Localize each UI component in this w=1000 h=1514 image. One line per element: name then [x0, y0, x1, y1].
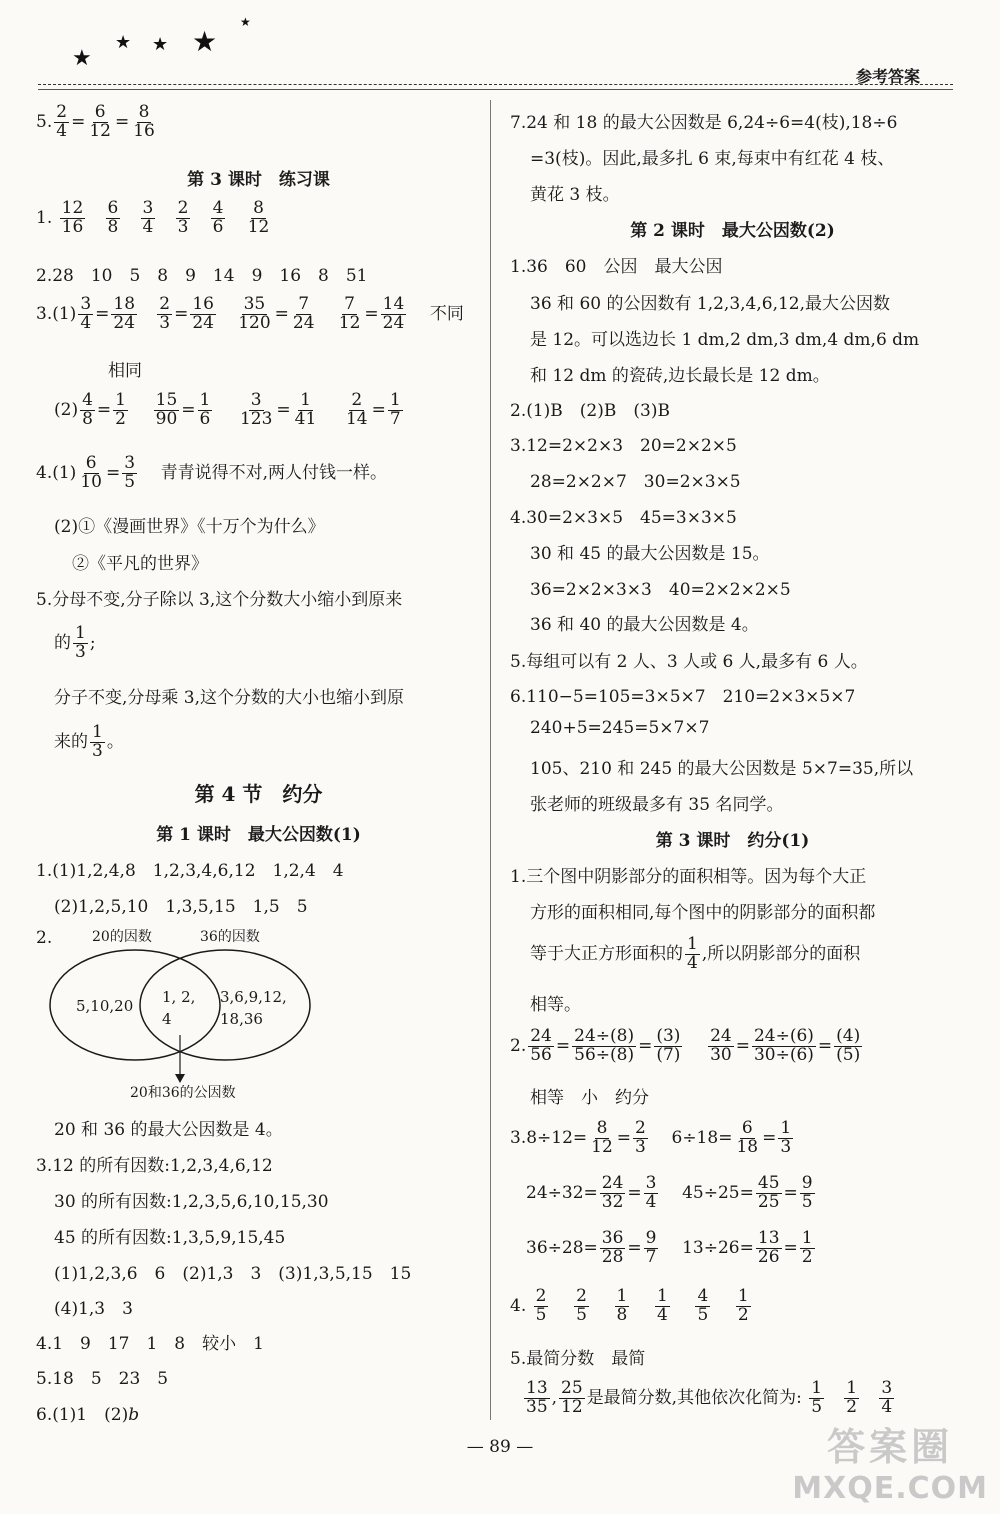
right-l2-1c: 是 12。可以选边长 1 dm,2 dm,3 dm,4 dm,6 dm [530, 330, 920, 350]
left-p3: 3.(1) $\frac{3}{4}$ = $\frac{18}{24}$ $\frac{2}{3}$ = $\frac{16}{24}$ $\frac{35}{120}$ = $\frac{7}{24}$ $\frac{7}{12}$ = $\frac{14}{24}$ 不同 [36, 294, 464, 333]
watermark-line1: 答案圈 [827, 1425, 954, 1469]
left-p5b: 的 $\frac{1}{3}$ ; [54, 623, 96, 662]
fraction: $\frac{16}{24}$ [192, 294, 214, 333]
right-l2-4a: 4.30=2×3×5 45=3×3×5 [510, 508, 737, 528]
star-icon: ★ [152, 34, 169, 55]
right-l3-1b: 方形的面积相同,每个图中的阴影部分的面积都 [530, 903, 876, 923]
left-p5d: 来的 $\frac{1}{3}$ 。 [54, 722, 124, 761]
fraction: $\frac{8}{12}$ [247, 198, 270, 237]
fraction: $\frac{1}{41}$ [294, 390, 317, 429]
right-l2-5: 5.每组可以有 2 人、3 人或 6 人,最多有 6 人。 [510, 652, 868, 672]
right-l3-2: 2. $\frac{24}{56}$ = $\frac{24\div(8)}{56\div(8)}$ = $\frac{(3)}{(7)}$ $\frac{24}{30}$ = $\frac{24\div(6)}{30\div(6)}$ = $\frac{(4)}{(5)}$ [510, 1026, 861, 1065]
fraction: $\frac{2}{3}$ [635, 1118, 646, 1157]
venn-arrow-label: 20和36的公因数 [130, 1085, 236, 1101]
fraction: $\frac{7}{12}$ [338, 294, 361, 333]
fraction: $\frac{9}{7}$ [645, 1228, 657, 1267]
left-p4b: (2)①《漫画世界》《十万个为什么》 [54, 517, 325, 537]
venn-right-1: 3,6,9,12, [220, 988, 287, 1006]
right-l3-2b: 相等 小 约分 [530, 1088, 649, 1108]
left-l1-3e: (4)1,3 3 [54, 1299, 133, 1319]
header-divider [38, 84, 953, 85]
fraction: $\frac{2}{14}$ [345, 390, 368, 429]
left-q5-top: 5. $\frac{2}{4}$ = $\frac{6}{12}$ = $\frac{8}{16}$ [36, 102, 155, 141]
column-divider [490, 100, 491, 1420]
fraction: $\frac{2}{3}$ [177, 198, 189, 237]
fraction: $\frac{2}{5}$ [535, 1286, 547, 1325]
fraction: $\frac{1}{2}$ [846, 1378, 858, 1417]
lesson-title: 第 3 课时 练习课 [187, 170, 330, 190]
fraction: $\frac{8}{16}$ [133, 102, 155, 141]
fraction: $\frac{1}{5}$ [811, 1378, 823, 1417]
right-l2-1b: 36 和 60 的公因数有 1,2,3,4,6,12,最大公因数 [530, 294, 891, 314]
right-l3-3-row2: 24÷32= $\frac{24}{32}$ = $\frac{3}{4}$ 45÷25= $\frac{45}{25}$ = $\frac{9}{5}$ [526, 1173, 813, 1212]
right-l2-6d: 张老师的班级最多有 35 名同学。 [530, 795, 784, 815]
fraction: $\frac{4}{5}$ [697, 1286, 709, 1325]
fraction: $\frac{9}{5}$ [801, 1173, 813, 1212]
right-l2-6b: 240+5=245=5×7×7 [530, 718, 710, 738]
right-l3-3-row1: 3.8÷12= $\frac{8}{12}$ = $\frac{2}{3}$ 6÷18= $\frac{6}{18}$ = $\frac{1}{3}$ [510, 1118, 792, 1157]
fraction: $\frac{1}{6}$ [199, 390, 211, 429]
fraction: $\frac{3}{5}$ [124, 453, 136, 492]
star-icon: ★ [192, 25, 218, 58]
fraction: $\frac{25}{12}$ [561, 1378, 583, 1417]
fraction: $\frac{3}{4}$ [645, 1173, 657, 1212]
left-p5c: 分子不变,分母乘 3,这个分数的大小也缩小到原 [54, 688, 405, 708]
left-l1-2-ans: 20 和 36 的最大公因数是 4。 [54, 1120, 283, 1140]
left-l1-1: 1.(1)1,2,4,8 1,2,3,4,6,12 1,2,4 4 [36, 861, 344, 881]
right-l2-6c: 105、210 和 245 的最大公因数是 5×7=35,所以 [530, 759, 914, 779]
fraction: $\frac{24}{56}$ [530, 1026, 552, 1065]
fraction: $\frac{6}{8}$ [107, 198, 119, 237]
fraction: $\frac{6}{12}$ [89, 102, 111, 141]
fraction: $\frac{45}{25}$ [757, 1173, 780, 1212]
right-l3-1d: 相等。 [530, 995, 581, 1015]
left-p4c: ②《平凡的世界》 [72, 554, 208, 574]
star-icon: ★ [72, 46, 92, 71]
left-p5a: 5.分母不变,分子除以 3,这个分数大小缩小到原来 [36, 590, 403, 610]
watermark [792, 1416, 988, 1506]
right-l3-5: 5.最简分数 最简 [510, 1349, 646, 1369]
page-number: — 89 — [466, 1437, 534, 1457]
left-l1-3b: 30 的所有因数:1,2,3,5,6,10,15,30 [54, 1192, 329, 1212]
left-l1-5: 5.18 5 23 5 [36, 1369, 169, 1389]
fraction: $\frac{1}{7}$ [389, 390, 401, 429]
left-l1-6: 6.(1)1 (2)b [36, 1405, 140, 1425]
fraction: $\frac{18}{24}$ [113, 294, 136, 333]
lesson-title: 第 1 课时 最大公因数(1) [156, 825, 361, 845]
fraction: $\frac{24}{30}$ [710, 1026, 732, 1065]
lesson-title: 第 3 课时 约分(1) [655, 831, 810, 851]
right-l2-4d: 36 和 40 的最大公因数是 4。 [530, 615, 759, 635]
right-l2-2: 2.(1)B (2)B (3)B [510, 401, 670, 421]
right-l2-6a: 6.110−5=105=3×5×7 210=2×3×5×7 [510, 687, 856, 707]
fraction: $\frac{1}{2}$ [737, 1286, 749, 1325]
section-title: 第 4 节 约分 [194, 782, 323, 806]
fraction: $\frac{8}{12}$ [591, 1118, 613, 1157]
fraction: $\frac{(3)}{(7)}$ [656, 1026, 681, 1065]
star-icon: ★ [115, 32, 132, 53]
fraction: $\frac{36}{28}$ [601, 1228, 624, 1267]
fraction: $\frac{3}{4}$ [80, 294, 92, 333]
left-l1-3d: (1)1,2,3,6 6 (2)1,3 3 (3)1,3,5,15 15 [54, 1264, 412, 1284]
venn-left-only: 5,10,20 [76, 997, 134, 1015]
fraction: $\frac{(4)}{(5)}$ [836, 1026, 861, 1065]
venn-right-title: 36的因数 [200, 929, 260, 945]
fraction: $\frac{6}{18}$ [736, 1118, 759, 1157]
left-p3b: (2) $\frac{4}{8}$ = $\frac{1}{2}$ $\frac{15}{90}$ = $\frac{1}{6}$ $\frac{3}{123}$ = $\frac{1}{41}$ $\frac{2}{14}$ = $\frac{1}{7}$ [54, 390, 401, 429]
watermark-line2: MXQE.COM [792, 1471, 988, 1506]
right-l3-4: 4. $\frac{2}{5}$ $\frac{2}{5}$ $\frac{1}{8}$ $\frac{1}{4}$ $\frac{4}{5}$ $\frac{1}{2}$ [510, 1286, 749, 1325]
left-l1-1b: (2)1,2,5,10 1,3,5,15 1,5 5 [54, 897, 308, 917]
left-p1: 1. $\frac{12}{16}$ $\frac{6}{8}$ $\frac{3}{4}$ $\frac{2}{3}$ $\frac{4}{6}$ $\frac{8}{12}$ [36, 198, 270, 237]
fraction: $\frac{2}{3}$ [159, 294, 171, 333]
right-l2-3b: 28=2×2×7 30=2×3×5 [530, 472, 741, 492]
fraction: $\frac{1}{2}$ [801, 1228, 813, 1267]
fraction: $\frac{3}{4}$ [142, 198, 154, 237]
fraction: $\frac{14}{24}$ [382, 294, 405, 333]
right-l3-1a: 1.三个图中阴影部分的面积相等。因为每个大正 [510, 867, 867, 887]
fraction: $\frac{24\div(6)}{30\div(6)}$ [753, 1026, 814, 1065]
fraction: $\frac{1}{3}$ [92, 722, 103, 761]
venn-left-title: 20的因数 [92, 929, 152, 945]
fraction: $\frac{13}{35}$ [526, 1378, 548, 1417]
fraction: $\frac{15}{90}$ [155, 390, 178, 429]
fraction: $\frac{4}{8}$ [82, 390, 93, 429]
fraction: $\frac{2}{5}$ [576, 1286, 587, 1325]
right-q7c: 黄花 3 枝。 [530, 185, 620, 205]
left-l1-3a: 3.12 的所有因数:1,2,3,4,6,12 [36, 1156, 273, 1176]
right-l2-3a: 3.12=2×2×3 20=2×2×5 [510, 436, 737, 456]
star-icon: ★ [240, 15, 251, 29]
header-title: 参考答案 [856, 67, 921, 86]
right-q7b: =3(枝)。因此,最多扎 6 束,每束中有红花 4 枝、 [530, 149, 895, 169]
left-l1-3c: 45 的所有因数:1,3,5,9,15,45 [54, 1228, 286, 1248]
right-l2-1: 1.36 60 公因 最大公因 [510, 257, 723, 277]
fraction: $\frac{13}{26}$ [757, 1228, 780, 1267]
header-divider [38, 89, 953, 90]
fraction: $\frac{4}{6}$ [212, 198, 224, 237]
left-l1-4: 4.1 9 17 1 8 较小 1 [36, 1334, 264, 1354]
fraction: $\frac{1}{8}$ [616, 1286, 628, 1325]
right-l2-4c: 36=2×2×3×3 40=2×2×2×5 [530, 580, 791, 600]
fraction: $\frac{12}{16}$ [61, 198, 84, 237]
fraction: $\frac{1}{3}$ [75, 623, 86, 662]
venn-right-2: 18,36 [220, 1010, 263, 1028]
fraction: $\frac{6}{10}$ [80, 453, 102, 492]
venn-common-2: 4 [162, 1010, 172, 1028]
right-l3-5b: $\frac{13}{35}$ , $\frac{25}{12}$ 是最简分数,其他依次化简为: $\frac{1}{5}$ $\frac{1}{2}$ $\frac{3}{4}$ [526, 1378, 893, 1417]
right-l3-1c: 等于大正方形面积的 $\frac{1}{4}$ ,所以阴影部分的面积 [530, 934, 861, 973]
lesson-title: 第 2 课时 最大公因数(2) [630, 221, 835, 241]
fraction: $\frac{1}{4}$ [657, 1286, 668, 1325]
fraction: $\frac{1}{3}$ [780, 1118, 792, 1157]
venn-common-1: 1, 2, [162, 988, 196, 1006]
fraction: $\frac{7}{24}$ [292, 294, 315, 333]
left-l1-2-label: 2. [36, 928, 53, 948]
fraction: $\frac{1}{4}$ [687, 934, 698, 973]
right-l2-4b: 30 和 45 的最大公因数是 15。 [530, 544, 770, 564]
left-p4: 4.(1) $\frac{6}{10}$ = $\frac{3}{5}$ 青青说得不对,两人付钱一样。 [36, 453, 388, 492]
fraction: $\frac{3}{123}$ [239, 390, 273, 429]
fraction: $\frac{2}{4}$ [56, 102, 68, 141]
right-l3-3-row3: 36÷28= $\frac{36}{28}$ = $\frac{9}{7}$ 13÷26= $\frac{13}{26}$ = $\frac{1}{2}$ [526, 1228, 813, 1267]
fraction: $\frac{24\div(8)}{56\div(8)}$ [574, 1026, 635, 1065]
left-p3-line2: 相同 [108, 361, 142, 381]
fraction: $\frac{3}{4}$ [881, 1378, 893, 1417]
left-p2: 2.28 10 5 8 9 14 9 16 8 51 [36, 266, 368, 286]
fraction: $\frac{35}{120}$ [238, 294, 271, 333]
right-l2-1d: 和 12 dm 的瓷砖,边长最长是 12 dm。 [530, 366, 830, 386]
fraction: $\frac{1}{2}$ [115, 390, 126, 429]
right-q7a: 7.24 和 18 的最大公因数是 6,24÷6=4(枝),18÷6 [510, 113, 898, 133]
fraction: $\frac{24}{32}$ [601, 1173, 624, 1212]
